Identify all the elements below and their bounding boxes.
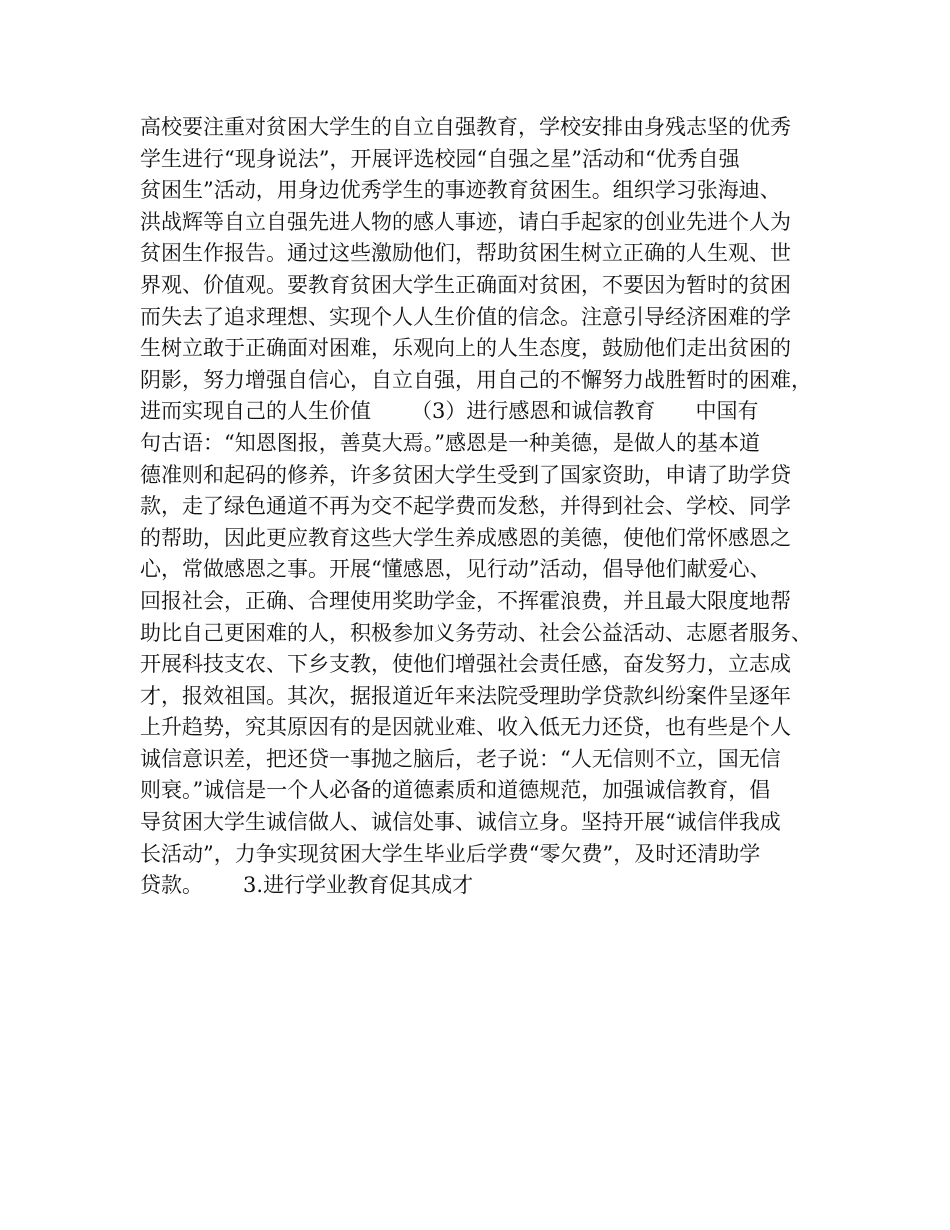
text-line: 贫困生”活动，用身边优秀学生的事迹教育贫困生。组织学习张海迪、: [140, 178, 781, 203]
text-line: 句古语：“知恩图报，善莫大焉。”感恩是一种美德，是做人的基本道: [140, 430, 760, 455]
body-text: [140, 112, 830, 902]
text-line: 心，常做感恩之事。开展“懂感恩，见行动”活动，倡导他们献爱心、: [140, 557, 771, 582]
text-line: 导贫困大学生诚信做人、诚信处事、诚信立身。坚持开展“诚信伴我成: [140, 810, 781, 835]
text-line: 而失去了追求理想、实现个人人生价值的信念。注意引导经济困难的学: [140, 304, 791, 329]
text-line: 德准则和起码的修养，许多贫困大学生受到了国家资助，申请了助学贷: [140, 462, 791, 487]
text-line: 助比自己更困难的人，积极参加义务劳动、社会公益活动、志愿者服务、: [140, 620, 812, 645]
text-line: 阴影，努力增强自信心，自立自强，用自己的不懈努力战胜暂时的困难，: [140, 367, 812, 392]
text-line: 进而实现自己的人生价值 （3）进行感恩和诚信教育 中国有: [140, 399, 759, 424]
text-line: 高校要注重对贫困大学生的自立自强教育，学校安排由身残志坚的优秀: [140, 115, 791, 139]
text-line: 开展科技支农、下乡支教，使他们增强社会责任感，奋发努力，立志成: [140, 652, 791, 677]
text-line: 界观、价值观。要教育贫困大学生正确面对贫困，不要因为暂时的贫困: [140, 272, 791, 297]
text-line: 才，报效祖国。其次，据报道近年来法院受理助学贷款纠纷案件呈逐年: [140, 683, 791, 708]
text-line: 款，走了绿色通道不再为交不起学费而发愁，并得到社会、学校、同学: [140, 494, 791, 519]
text-line: 诚信意识差，把还贷一事抛之脑后，老子说：“人无信则不立，国无信: [140, 746, 781, 771]
text-line: 贫困生作报告。通过这些激励他们，帮助贫困生树立正确的人生观、世: [140, 241, 791, 266]
text-line: 生树立敢于正确面对困难，乐观向上的人生态度，鼓励他们走出贫困的: [140, 336, 791, 361]
text-line: 的帮助，因此更应教育这些大学生养成感恩的美德，使他们常怀感恩之: [140, 525, 791, 550]
text-line: 洪战辉等自立自强先进人物的感人事迹，请白手起家的创业先进个人为: [140, 209, 791, 234]
text-line: 长活动”，力争实现贫困大学生毕业后学费“零欠费”，及时还清助学: [140, 841, 761, 866]
text-line: 学生进行“现身说法”，开展评选校园“自强之星”活动和“优秀自强: [140, 146, 740, 171]
text-line: 上升趋势，究其原因有的是因就业难、收入低无力还贷，也有些是个人: [140, 715, 791, 740]
text-line: 则衰。”诚信是一个人必备的道德素质和道德规范，加强诚信教育，倡: [140, 778, 771, 803]
text-line: 回报社会，正确、合理使用奖助学金，不挥霍浪费，并且最大限度地帮: [140, 588, 791, 613]
text-line: 贷款。 3.进行学业教育促其成才: [140, 873, 474, 898]
